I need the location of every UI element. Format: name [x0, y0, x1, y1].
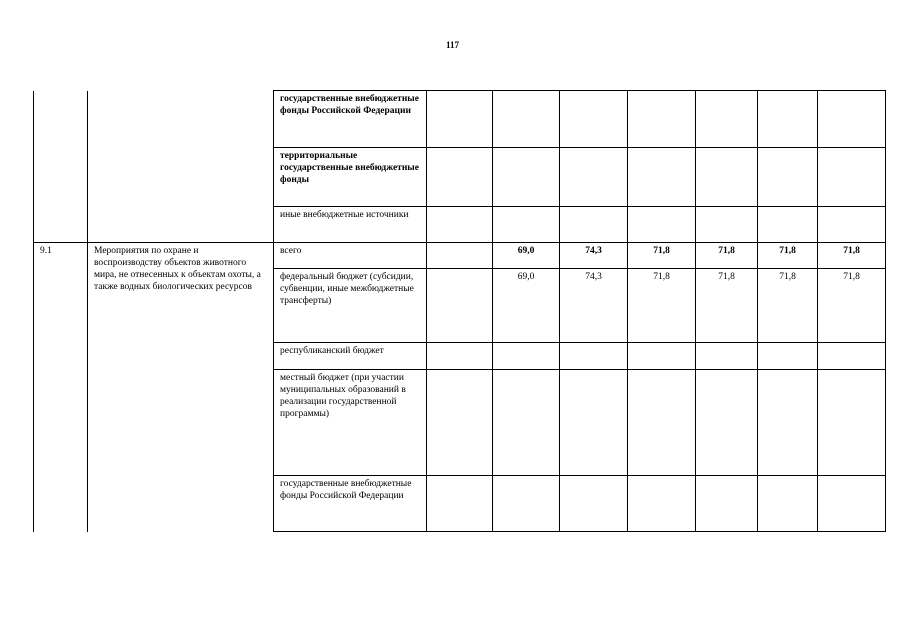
value-cell — [427, 243, 493, 269]
value-cell: 71,8 — [818, 243, 886, 269]
value-cell — [818, 148, 886, 207]
value-cell — [493, 476, 560, 532]
value-cell — [560, 91, 628, 148]
funding-source-cell: местный бюджет (при участии муниципальных образований в реализации государственной программы) — [274, 370, 427, 476]
value-cell — [818, 370, 886, 476]
value-cell — [493, 370, 560, 476]
value-cell — [427, 207, 493, 243]
funding-source-cell: республиканский бюджет — [274, 343, 427, 370]
value-cell: 71,8 — [628, 269, 696, 343]
item-id-cell — [34, 91, 88, 207]
value-cell — [628, 343, 696, 370]
value-cell — [818, 343, 886, 370]
value-cell — [560, 207, 628, 243]
table-row — [34, 91, 886, 148]
value-cell — [493, 91, 560, 148]
value-cell: 71,8 — [628, 243, 696, 269]
value-cell — [696, 207, 758, 243]
item-name-cell — [88, 91, 274, 243]
funding-source-cell: иные внебюджетные источники — [274, 207, 427, 243]
value-cell: 71,8 — [696, 243, 758, 269]
value-cell — [493, 148, 560, 207]
funding-source-cell: государственные внебюджетные фонды Российской Федерации — [274, 476, 427, 532]
page-number: 117 — [445, 40, 459, 50]
value-cell — [818, 207, 886, 243]
value-cell — [696, 148, 758, 207]
funding-source-cell: территориальные государственные внебюджетные фонды — [274, 148, 427, 207]
value-cell: 71,8 — [758, 243, 818, 269]
value-cell — [758, 91, 818, 148]
value-cell — [560, 343, 628, 370]
value-cell: 74,3 — [560, 269, 628, 343]
value-cell: 69,0 — [493, 269, 560, 343]
value-cell: 71,8 — [758, 269, 818, 343]
activity-name: Мероприятия по охране и воспроизводству объектов животного мира, не отнесенных к объектам охоты, а также водных биологических ресурсов — [88, 243, 274, 532]
value-cell — [758, 476, 818, 532]
value-cell — [427, 370, 493, 476]
value-cell: 71,8 — [696, 269, 758, 343]
value-cell — [758, 148, 818, 207]
item-id-cell — [34, 207, 88, 243]
budget-table — [33, 90, 886, 532]
value-cell — [427, 148, 493, 207]
value-cell — [493, 207, 560, 243]
value-cell — [758, 343, 818, 370]
value-cell — [628, 91, 696, 148]
value-cell — [427, 476, 493, 532]
funding-source-cell: государственные внебюджетные фонды Российской Федерации — [274, 91, 427, 148]
funding-source-cell: федеральный бюджет (субсидии, субвенции, иные межбюджетные трансферты) — [274, 269, 427, 343]
activity-id: 9.1 — [34, 243, 88, 532]
value-cell — [696, 91, 758, 148]
value-cell — [493, 343, 560, 370]
funding-source-cell: всего — [274, 243, 427, 269]
value-cell — [427, 269, 493, 343]
value-cell — [696, 343, 758, 370]
value-cell — [628, 370, 696, 476]
value-cell — [427, 91, 493, 148]
value-cell — [560, 476, 628, 532]
value-cell — [758, 370, 818, 476]
value-cell — [696, 370, 758, 476]
table-row — [34, 243, 886, 269]
value-cell: 74,3 — [560, 243, 628, 269]
value-cell — [758, 207, 818, 243]
value-cell — [628, 476, 696, 532]
value-cell: 71,8 — [818, 269, 886, 343]
value-cell — [427, 343, 493, 370]
value-cell — [818, 91, 886, 148]
value-cell — [628, 148, 696, 207]
value-cell — [628, 207, 696, 243]
value-cell — [696, 476, 758, 532]
value-cell — [560, 370, 628, 476]
value-cell — [560, 148, 628, 207]
value-cell: 69,0 — [493, 243, 560, 269]
value-cell — [818, 476, 886, 532]
